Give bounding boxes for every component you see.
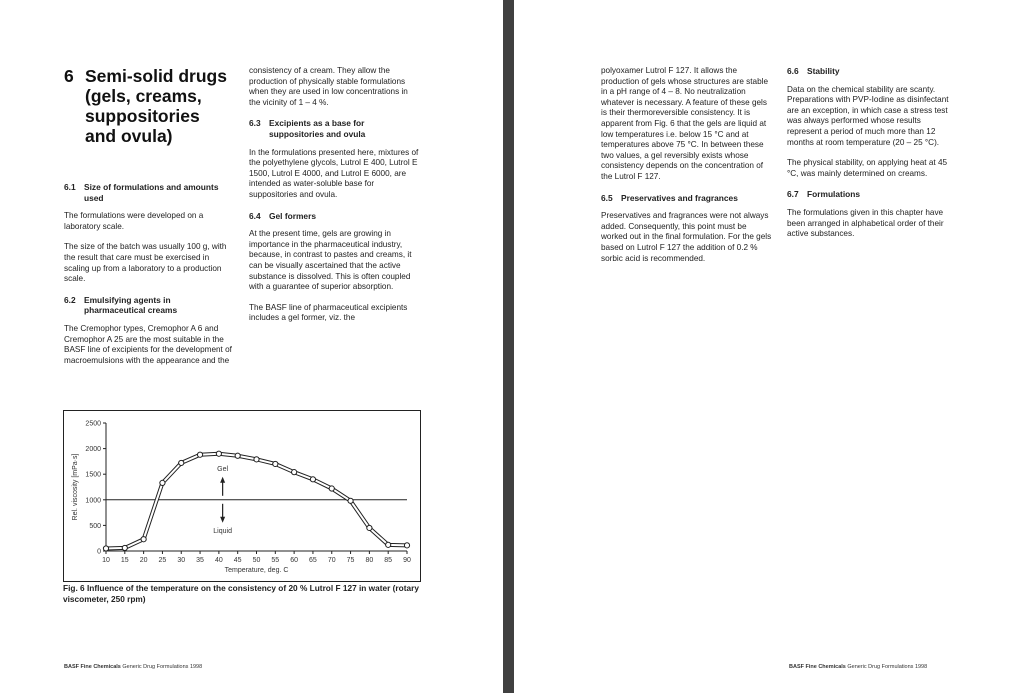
x-tick-label: 50 <box>252 557 261 564</box>
section-number: 6.4 <box>249 210 261 221</box>
x-tick-label: 90 <box>403 557 411 564</box>
x-tick-label: 35 <box>196 557 204 564</box>
paragraph: The formulations were developed on a laboratory scale. <box>64 211 204 231</box>
liquid-arrow-head <box>220 517 225 523</box>
section-number: 6.5 <box>601 192 613 203</box>
data-point <box>329 486 334 491</box>
y-tick-label: 0 <box>97 548 101 556</box>
section-heading <box>787 66 957 77</box>
section-heading-text: Excipients as a base for suppositories and ovula <box>269 118 366 139</box>
section-number: 6.3 <box>249 118 261 129</box>
figure-caption <box>63 583 423 605</box>
series-line-inner <box>106 454 407 549</box>
paragraph: At the present time, gels are growing in importance in the pharmaceutical industry, because, in contrast to pastes and creams, it can be visually ascertained that the active substance is dissolved. This is often coupled with a guarantee of superior absorption. <box>249 229 412 292</box>
x-axis-label: Temperature, deg. C <box>224 567 289 574</box>
footer <box>64 664 202 670</box>
right-page-column-2 <box>787 66 957 250</box>
paragraph: The size of the batch was usually 100 g, with the result that care must be exercised in scaling up from a laboratory to a production scale. <box>64 242 227 284</box>
gel-arrow-head <box>220 477 225 483</box>
x-tick-label: 65 <box>309 557 317 564</box>
paragraph: Data on the chemical stability are scanty. Preparations with PVP-Iodine as disinfectant are an exception, in which case a stress test was always performed whose results represent a period of much more than 12 months at room temperature (20 – 25 °C). <box>787 84 949 147</box>
x-tick-label: 70 <box>327 557 336 564</box>
series-line-outer <box>106 454 407 549</box>
section-heading <box>249 118 419 139</box>
section-number: 6.6 <box>787 66 799 76</box>
x-tick-label: 85 <box>384 557 393 564</box>
figure-caption-label: Fig. 6 <box>63 583 85 593</box>
x-tick-label: 25 <box>158 557 167 564</box>
x-tick-label: 45 <box>233 557 242 564</box>
data-point <box>216 451 221 456</box>
viscosity-chart <box>64 411 420 581</box>
liquid-annotation: Liquid <box>213 527 232 535</box>
section-number: 6.1 <box>64 182 76 192</box>
data-point <box>254 457 259 462</box>
x-tick-label: 80 <box>365 557 374 564</box>
section-heading-text: Gel formers <box>269 210 317 221</box>
data-point <box>160 480 165 485</box>
left-page <box>0 0 503 693</box>
footer-text: Generic Drug Formulations 1998 <box>847 664 928 670</box>
x-tick-label: 20 <box>139 557 148 564</box>
data-point <box>122 545 127 550</box>
y-axis-label: Rel. viscosity [mPa·s] <box>72 453 79 521</box>
section-heading-text: Preservatives and fragrances <box>621 192 738 203</box>
section-heading-text: Size of formulations and amounts used <box>84 182 219 203</box>
x-tick-label: 15 <box>120 557 129 564</box>
x-tick-label: 30 <box>177 557 186 564</box>
left-page-column-1 <box>64 182 234 376</box>
chapter-title <box>64 66 235 146</box>
footer <box>789 664 927 670</box>
data-point <box>348 498 353 503</box>
section-number: 6.2 <box>64 294 76 305</box>
section-heading <box>787 189 957 200</box>
y-tick-label: 500 <box>89 522 101 530</box>
x-tick-label: 10 <box>102 557 110 564</box>
y-tick-label: 1500 <box>85 471 101 479</box>
y-tick-label: 2500 <box>85 420 101 428</box>
data-point <box>292 470 297 475</box>
section-heading-text: Emulsifying agents in pharmaceutical creams <box>84 294 178 316</box>
data-point <box>141 537 146 542</box>
right-page-column-1 <box>601 66 772 274</box>
chapter-number: 6 <box>64 66 74 86</box>
paragraph: polyoxamer Lutrol F 127. It allows the production of gels whose structures are stable in a pH range of 4 – 8. No neutralization whatever is necessary. A feature of these gels is their thermoreversible consistency. It is apparent from Fig. 6 that the gels are liquid at low temperatures i.e. below 15 °C and at temperatures above 75 °C. In between these two values, a gel reversibly exists whose consistency depends on the concentration of the Lutrol F 127. <box>601 66 769 181</box>
paragraph: consistency of a cream. They allow the production of physically stable formulations when they are used in low concentrations in the vicinity of 1 – 4 %. <box>249 66 408 107</box>
data-point <box>103 546 108 551</box>
x-tick-label: 55 <box>271 557 280 564</box>
paragraph: In the formulations presented here, mixtures of the polyethylene glycols, Lutrol E 400, Lutrol E 1500, Lutrol E 4000, and Lutrol E 6000, are intended as water-soluble base for suppositories and ovula. <box>249 147 419 199</box>
paragraph: The physical stability, on applying heat at 45 °C, was mainly determined on creams. <box>787 158 948 178</box>
y-tick-label: 2000 <box>85 446 101 454</box>
figure-caption-text: Influence of the temperature on the consistency of 20 % Lutrol F 127 in water (rotary viscometer, 250 rpm) <box>63 583 419 604</box>
footer-brand: BASF Fine Chemicals <box>789 664 846 670</box>
y-tick-label: 1000 <box>85 497 101 505</box>
data-point <box>310 477 315 482</box>
paragraph: The formulations given in this chapter have been arranged in alphabetical order of their active substances. <box>787 207 944 239</box>
section-heading-text: Formulations <box>807 189 861 200</box>
viscosity-figure <box>63 410 421 582</box>
data-point <box>404 543 409 548</box>
data-point <box>386 542 391 547</box>
section-heading <box>64 182 234 203</box>
gel-annotation: Gel <box>217 465 229 473</box>
x-tick-label: 60 <box>290 557 299 564</box>
right-page <box>514 0 1024 693</box>
paragraph: Preservatives and fragrances were not always added. Consequently, this point must be worked out in the final formulation. For the gels based on Lutrol F 127 the addition of 0.2 % sorbic acid is recommended. <box>601 211 772 263</box>
data-point <box>235 453 240 458</box>
section-heading-text: Stability <box>807 66 840 76</box>
data-point <box>197 452 202 457</box>
section-number: 6.7 <box>787 189 799 200</box>
x-tick-label: 75 <box>346 557 355 564</box>
paragraph: The BASF line of pharmaceutical excipients includes a gel former, viz. the <box>249 302 408 323</box>
footer-text: Generic Drug Formulations 1998 <box>122 664 203 670</box>
footer-brand: BASF Fine Chemicals <box>64 664 121 670</box>
chapter-title-text: Semi-solid drugs (gels, creams, suppositories and ovula) <box>85 66 227 146</box>
section-heading <box>601 193 772 204</box>
data-point <box>367 525 372 530</box>
data-point <box>179 460 184 465</box>
left-page-column-2 <box>249 66 419 334</box>
section-heading <box>249 211 419 222</box>
data-point <box>273 461 278 466</box>
x-tick-label: 40 <box>214 557 223 564</box>
paragraph: The Cremophor types, Cremophor A 6 and Cremophor A 25 are the most suitable in the BASF line of excipients for the development of macroemulsions with the appearance and the <box>64 323 232 365</box>
section-heading <box>64 295 234 316</box>
